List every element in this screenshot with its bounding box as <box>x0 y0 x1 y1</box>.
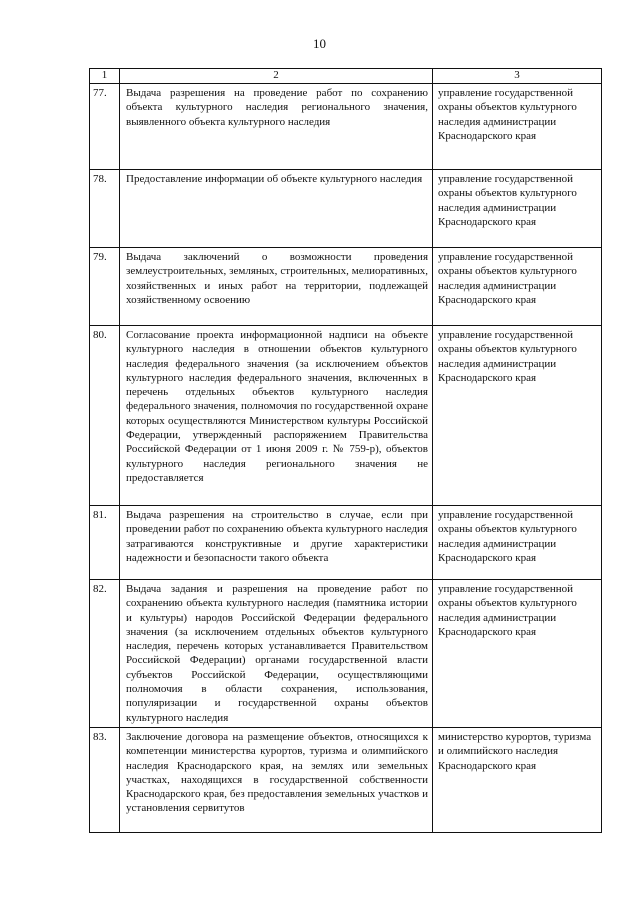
row-number: 81. <box>90 506 120 580</box>
service-name: Выдача заключений о возможности проведения землеустроительных, земляных, строительных, мелиоративных, хозяйственных и иных работ на территории, подлежащей хозяйственному освоению <box>120 248 433 326</box>
header-row <box>90 69 602 84</box>
row-number: 82. <box>90 580 120 728</box>
authority-name: управление государственной охраны объектов культурного наследия администрации Краснодарского края <box>433 84 602 170</box>
service-name: Выдача разрешения на строительство в случае, если при проведении работ по сохранению объекта культурного наследия затрагиваются конструктивные и другие характеристики надежности и безопасности такого объекта <box>120 506 433 580</box>
authority-name: министерство курортов, туризма и олимпийского наследия Краснодарского края <box>433 728 602 833</box>
table-row <box>90 84 602 170</box>
table-row <box>90 326 602 506</box>
service-name: Выдача разрешения на проведение работ по сохранению объекта культурного наследия регионального значения, выявленного объекта культурного наследия <box>120 84 433 170</box>
authority-name: управление государственной охраны объектов культурного наследия администрации Краснодарского края <box>433 506 602 580</box>
table-row <box>90 170 602 248</box>
column-header-authority: 3 <box>433 69 602 84</box>
column-header-service: 2 <box>120 69 433 84</box>
authority-name: управление государственной охраны объектов культурного наследия администрации Краснодарского края <box>433 326 602 506</box>
table-row <box>90 580 602 728</box>
service-name: Заключение договора на размещение объектов, относящихся к компетенции министерства курортов, туризма и олимпийского наследия Краснодарского края, на землях или земельных участках, находящихся в государственной собственности Краснодарского края, без предоставления земельных участков и установления сервитутов <box>120 728 433 833</box>
services-table <box>89 68 602 833</box>
page-number: 10 <box>313 36 326 51</box>
authority-name: управление государственной охраны объектов культурного наследия администрации Краснодарского края <box>433 580 602 728</box>
authority-name: управление государственной охраны объектов культурного наследия администрации Краснодарского края <box>433 170 602 248</box>
row-number: 83. <box>90 728 120 833</box>
service-name: Выдача задания и разрешения на проведение работ по сохранению объекта культурного наследия (памятника истории и культуры) народов Российской Федерации федерального значения (за исключением отдельных объектов культурного наследия, перечень которых устанавливается Правительством Российской Федерации) органами государственной власти субъектов Российской Федерации, осуществляющими полномочия в области сохранения, использования, популяризации и государственной охраны объектов культурного наследия <box>120 580 433 728</box>
authority-name: управление государственной охраны объектов культурного наследия администрации Краснодарского края <box>433 248 602 326</box>
row-number: 79. <box>90 248 120 326</box>
row-number: 78. <box>90 170 120 248</box>
table-row <box>90 506 602 580</box>
service-name: Согласование проекта информационной надписи на объекте культурного наследия в отношении объектов культурного наследия федерального значения (за исключением объектов культурного наследия федерального значения, включенных в перечень отдельных объектов культурного наследия федерального значения, полномочия по государственной охране которых осуществляются Министерством культуры Российской Федерации, утвержденный распоряжением Правительства Российской Федерации от 1 июня 2009 г. № 759-р), объектов культурного наследия регионального значения не предоставляется <box>120 326 433 506</box>
row-number: 80. <box>90 326 120 506</box>
table-row <box>90 728 602 833</box>
table-row <box>90 248 602 326</box>
column-header-number: 1 <box>90 69 120 84</box>
row-number: 77. <box>90 84 120 170</box>
service-name: Предоставление информации об объекте культурного наследия <box>120 170 433 248</box>
